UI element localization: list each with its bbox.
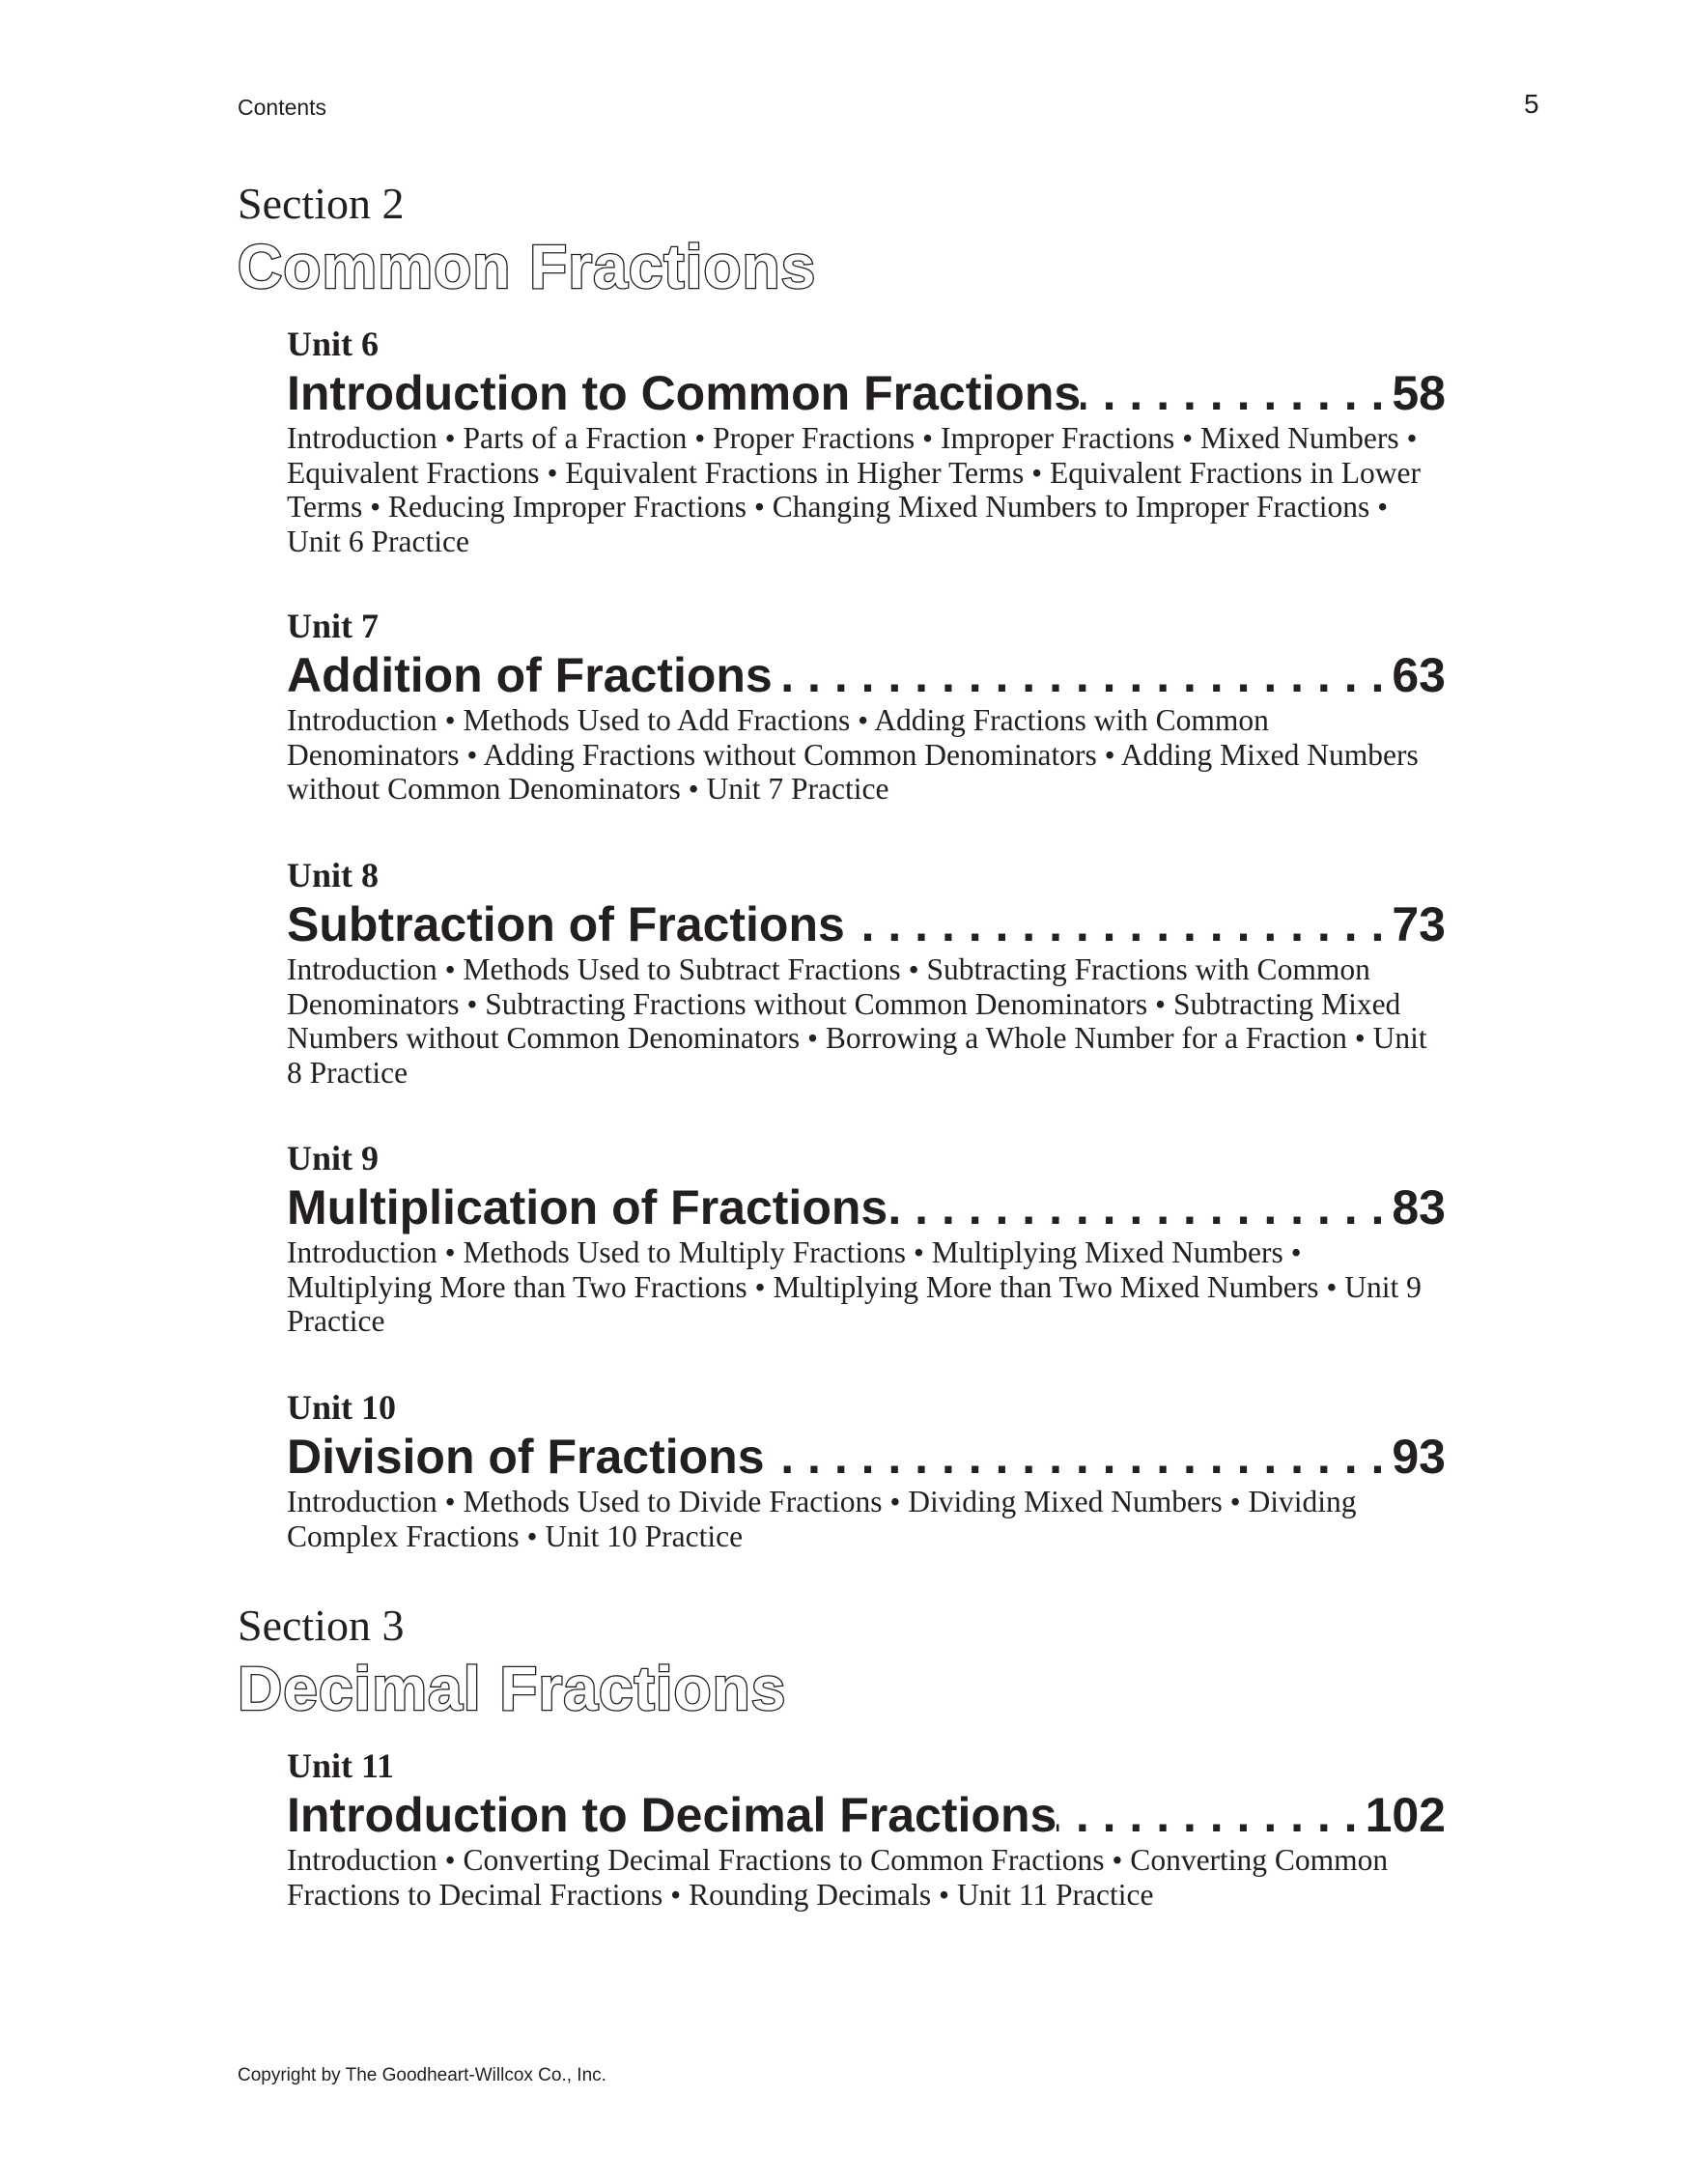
unit-page-number: 58 xyxy=(1392,366,1446,420)
unit-label: Unit 7 xyxy=(287,607,380,645)
section-title: Decimal Fractions xyxy=(238,1654,787,1723)
unit-title: Subtraction of Fractions xyxy=(287,897,845,951)
unit-label: Unit 8 xyxy=(287,856,380,894)
unit-label: Unit 11 xyxy=(287,1746,395,1785)
unit-topics: Introduction • Converting Decimal Fractions to Common Fractions • Converting Common Fractions to Decimal Fractions • Rounding Decimals • Unit 11 Practice xyxy=(287,1843,1389,1912)
section-label: Section 2 xyxy=(238,179,405,228)
unit-title-row xyxy=(287,1787,1446,1843)
unit-topics: Introduction • Methods Used to Divide Fractions • Dividing Mixed Numbers • Dividing Complex Fractions • Unit 10 Practice xyxy=(287,1485,1357,1553)
unit-title: Introduction to Common Fractions xyxy=(287,366,1082,420)
section-label: Section 3 xyxy=(238,1601,405,1650)
running-head: Contents xyxy=(238,95,327,120)
page-number: 5 xyxy=(1524,89,1539,119)
toc-entry[interactable] xyxy=(287,323,1446,558)
unit-title-row xyxy=(287,896,1446,952)
unit-page-number: 83 xyxy=(1392,1180,1446,1234)
unit-label: Unit 10 xyxy=(287,1388,397,1427)
unit-title-row xyxy=(287,647,1446,703)
unit-topics: Introduction • Parts of a Fraction • Proper Fractions • Improper Fractions • Mixed Numbers • Equivalent Fractions • Equivalent Fractions in Higher Terms • Equivalent Fractions in Lower Terms • Reducing Improper Fractions • Changing Mixed Numbers to Improper Fractions • Unit 6 Practice xyxy=(287,421,1422,558)
unit-title: Multiplication of Fractions xyxy=(287,1180,888,1234)
unit-topics: Introduction • Methods Used to Multiply Fractions • Multiplying Mixed Numbers • Multiplying More than Two Fractions • Multiplying More than Two Mixed Numbers • Unit 9 Practice xyxy=(287,1235,1422,1338)
unit-title: Introduction to Decimal Fractions xyxy=(287,1788,1057,1842)
dot-leader xyxy=(1057,1787,1365,1843)
unit-page-number: 63 xyxy=(1392,648,1446,702)
unit-page-number: 102 xyxy=(1365,1788,1446,1842)
toc-entry[interactable] xyxy=(287,1137,1446,1339)
unit-topics: Introduction • Methods Used to Add Fractions • Adding Fractions with Common Denominators • Adding Fractions without Common Denominators • Adding Mixed Numbers without Common Denominators • Unit 7 Practice xyxy=(287,703,1419,806)
dot-leader xyxy=(1081,365,1392,421)
dot-leader xyxy=(765,1429,1393,1485)
dot-leader xyxy=(845,896,1393,952)
unit-title-row xyxy=(287,1179,1446,1235)
dot-leader xyxy=(773,647,1393,703)
toc-entry[interactable] xyxy=(287,1386,1446,1553)
copyright-notice: Copyright by The Goodheart-Willcox Co., Inc. xyxy=(238,2065,606,2085)
unit-title-row xyxy=(287,365,1446,421)
unit-label: Unit 6 xyxy=(287,325,380,363)
unit-title: Division of Fractions xyxy=(287,1430,765,1484)
unit-label: Unit 9 xyxy=(287,1139,380,1177)
toc-entry[interactable] xyxy=(287,1744,1446,1912)
section-title: Common Fractions xyxy=(238,232,817,301)
unit-page-number: 93 xyxy=(1392,1430,1446,1484)
unit-title-row xyxy=(287,1429,1446,1485)
unit-topics: Introduction • Methods Used to Subtract Fractions • Subtracting Fractions with Common Denominators • Subtracting Fractions without Common Denominators • Subtracting Mixed Numbers without Common Denominators • Borrowing a Whole Number for a Fraction • Unit 8 Practice xyxy=(287,952,1427,1090)
toc-entry[interactable] xyxy=(287,605,1446,807)
dot-leader xyxy=(888,1179,1392,1235)
toc-entry[interactable] xyxy=(287,854,1446,1090)
unit-title: Addition of Fractions xyxy=(287,648,773,702)
unit-page-number: 73 xyxy=(1392,897,1446,951)
